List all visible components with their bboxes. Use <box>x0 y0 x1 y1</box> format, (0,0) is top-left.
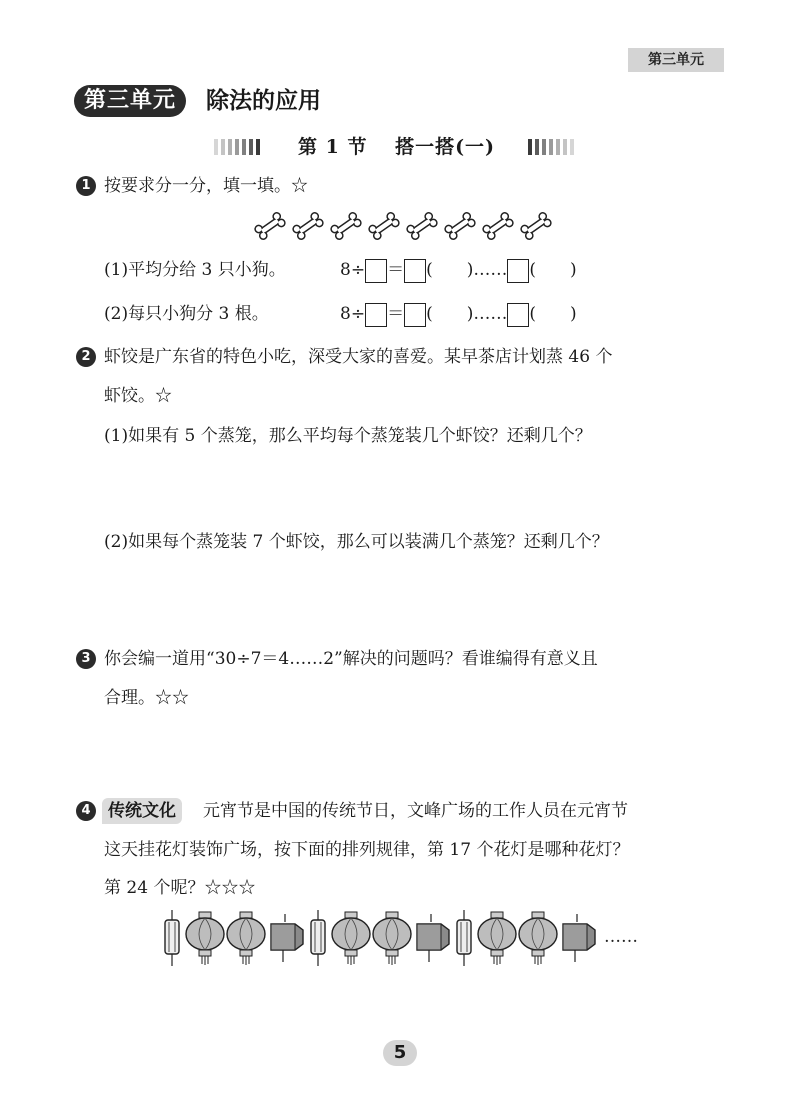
q3-line2: 合理。☆☆ <box>104 688 189 708</box>
q1-part1-equation <box>340 258 577 283</box>
remainder-blank[interactable] <box>507 303 529 327</box>
quotient-blank[interactable] <box>404 259 426 283</box>
bone-icon <box>482 211 515 240</box>
bone-icon <box>292 211 325 240</box>
lantern-round-icon <box>519 912 557 965</box>
bone-icon <box>520 211 553 240</box>
bone-icon <box>444 211 477 240</box>
section-title: 第 1 节 搭一搭(一) <box>298 136 496 158</box>
unit-tab: 第三单元 <box>628 48 724 72</box>
section-header <box>0 135 800 159</box>
lantern-hexagon-icon <box>563 914 595 962</box>
q1-prompt: 按要求分一分，填一填。☆ <box>104 176 308 196</box>
lantern-round-icon <box>227 912 265 965</box>
q2-line2: 虾饺。☆ <box>104 386 172 406</box>
dividend: 8÷ <box>340 304 366 324</box>
q1-part2-label: (2)每只小狗分 3 根。 <box>104 304 269 324</box>
equals-sign: ＝ <box>387 304 405 324</box>
question-number-4: 4 <box>76 801 96 821</box>
page-number: 5 <box>383 1040 417 1066</box>
q4-line2: 这天挂花灯装饰广场，按下面的排列规律，第 17 个花灯是哪种花灯？ <box>104 840 630 860</box>
bone-icon <box>330 211 363 240</box>
traditional-culture-tag: 传统文化 <box>102 798 182 824</box>
lantern-hexagon-icon <box>417 914 449 962</box>
lantern-tall-icon <box>457 910 471 966</box>
lantern-hexagon-icon <box>271 914 303 962</box>
divisor-blank[interactable] <box>365 259 387 283</box>
q2-sub1: (1)如果有 5 个蒸笼，那么平均每个蒸笼装几个虾饺？还剩几个？ <box>104 426 592 446</box>
bone-icon <box>254 211 286 240</box>
lantern-round-icon <box>373 912 411 965</box>
remainder-unit-blank[interactable]: ( ) <box>529 260 577 280</box>
lantern-tall-icon <box>165 910 179 966</box>
ellipsis-text: …… <box>604 927 638 947</box>
remainder-dots: …… <box>473 260 508 280</box>
equals-sign: ＝ <box>387 260 405 280</box>
bone-icon <box>406 211 439 240</box>
lantern-round-icon <box>332 912 370 965</box>
q4-line3: 第 24 个呢？☆☆☆ <box>104 878 256 898</box>
unit-badge: 第三单元 <box>74 85 186 117</box>
q4-line1: 元宵节是中国的传统节日，文峰广场的工作人员在元宵节 <box>203 801 628 821</box>
remainder-unit-blank[interactable]: ( ) <box>529 304 577 324</box>
lantern-tall-icon <box>311 910 325 966</box>
bone-icon <box>368 211 401 240</box>
unit-title: 除法的应用 <box>206 88 321 114</box>
divisor-blank[interactable] <box>365 303 387 327</box>
q2-line1: 虾饺是广东省的特色小吃，深受大家的喜爱。某早茶店计划蒸 46 个 <box>104 347 613 367</box>
dividend: 8÷ <box>340 260 366 280</box>
left-stripes-decoration <box>214 139 260 155</box>
q1-part2-equation <box>340 302 577 327</box>
right-stripes-decoration <box>528 139 574 155</box>
lantern-round-icon <box>478 912 516 965</box>
q2-sub2: (2)如果每个蒸笼装 7 个虾饺，那么可以装满几个蒸笼？还剩几个？ <box>104 532 609 552</box>
question-number-3: 3 <box>76 649 96 669</box>
lantern-round-icon <box>186 912 224 965</box>
unit-blank[interactable]: ( ) <box>426 260 474 280</box>
bones-illustration <box>254 210 564 242</box>
quotient-blank[interactable] <box>404 303 426 327</box>
q1-part1-label: (1)平均分给 3 只小狗。 <box>104 260 286 280</box>
remainder-blank[interactable] <box>507 259 529 283</box>
unit-blank[interactable]: ( ) <box>426 304 474 324</box>
question-number-1: 1 <box>76 176 96 196</box>
question-number-2: 2 <box>76 347 96 367</box>
lantern-sequence <box>160 908 660 972</box>
q3-line1: 你会编一道用“30÷7＝4……2”解决的问题吗？看谁编得有意义且 <box>104 649 598 669</box>
remainder-dots: …… <box>473 304 508 324</box>
